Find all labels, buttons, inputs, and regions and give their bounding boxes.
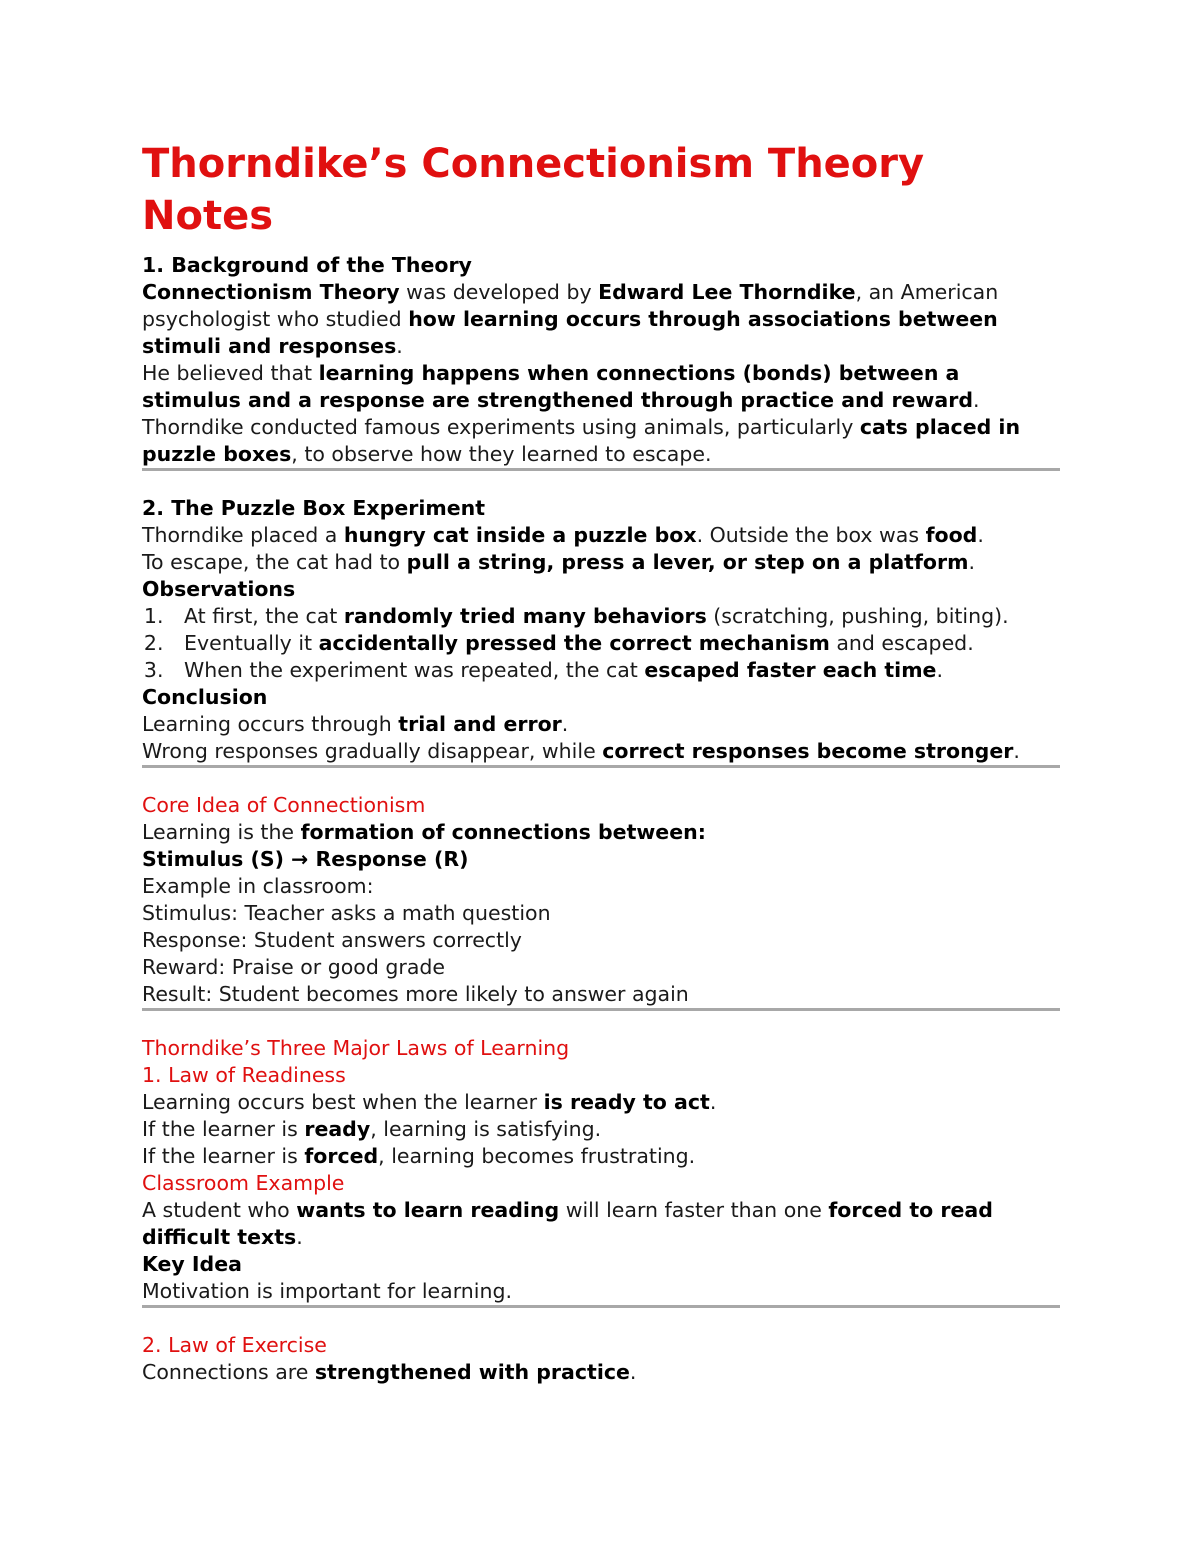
text-run: was developed by [399, 280, 599, 304]
document-title: Thorndike’s Connectionism Theory Notes [142, 141, 925, 239]
text-run: When the experiment was repeated, the cat [184, 658, 645, 682]
subheading-law-of-readiness: 1. Law of Readiness [142, 1063, 346, 1087]
paragraph [142, 1116, 1060, 1143]
observations-list [142, 603, 1060, 684]
bold-text: wants to learn reading [296, 1198, 560, 1222]
section-heading-puzzle-box: 2. The Puzzle Box Experiment [142, 496, 486, 520]
example-stimulus: Stimulus: Teacher asks a math question [142, 901, 551, 925]
text-run: , an American psychologist who studied [142, 280, 999, 331]
bold-text: cats placed in puzzle boxes [142, 415, 1021, 466]
paragraph [142, 522, 1060, 549]
text-run: . [296, 1225, 303, 1249]
paragraph [142, 1359, 1060, 1386]
key-idea-text: Motivation is important for learning. [142, 1279, 512, 1303]
bold-text: hungry cat inside a puzzle box [343, 523, 697, 547]
text-run: . [709, 1090, 717, 1114]
subheading-classroom-example: Classroom Example [142, 1171, 345, 1195]
bold-text: pull a string, press a lever, or step on a platform [406, 550, 969, 574]
text-run: , learning is satisfying. [370, 1117, 602, 1141]
bold-text: forced [304, 1144, 379, 1168]
example-reward: Reward: Praise or good grade [142, 955, 446, 979]
text-run: Wrong responses gradually disappear, while [142, 739, 603, 763]
text-run: , learning becomes frustrating. [378, 1144, 696, 1168]
stimulus-response-line: Stimulus (S) → Response (R) [142, 847, 469, 871]
text-run: . [968, 550, 975, 574]
example-result: Result: Student becomes more likely to answer again [142, 982, 689, 1006]
text-run: . Outside the box was [696, 523, 926, 547]
paragraph [142, 1143, 1060, 1170]
text-run: Learning occurs through [142, 712, 399, 736]
text-run: . [973, 388, 980, 412]
text-run: . [629, 1360, 637, 1384]
text-run: Connections are [142, 1360, 315, 1384]
text-run: . [977, 523, 984, 547]
text-run: To escape, the cat had to [142, 550, 407, 574]
bold-text: food [925, 523, 978, 547]
paragraph [142, 279, 1060, 360]
section-divider [142, 765, 1060, 768]
subheading-observations: Observations [142, 577, 296, 601]
paragraph [142, 1197, 1060, 1251]
text-run: If the learner is [142, 1117, 305, 1141]
section-heading-three-laws: Thorndike’s Three Major Laws of Learning [142, 1036, 570, 1060]
text-run: . [1013, 739, 1020, 763]
section-background [142, 252, 1060, 468]
bold-text: randomly tried many behaviors [343, 604, 707, 628]
example-response: Response: Student answers correctly [142, 928, 522, 952]
text-run: . [936, 658, 943, 682]
text-run: Thorndike placed a [142, 523, 344, 547]
paragraph [142, 711, 1060, 738]
bold-text: formation of connections between: [300, 820, 706, 844]
example-label: Example in classroom: [142, 874, 374, 898]
paragraph [142, 414, 1060, 468]
subheading-conclusion: Conclusion [142, 685, 268, 709]
section-law-of-exercise [142, 1332, 1060, 1386]
subheading-law-of-exercise: 2. Law of Exercise [142, 1333, 327, 1357]
text-run: Thorndike conducted famous experiments using animals, particularly [142, 415, 860, 439]
section-divider [142, 1305, 1060, 1308]
section-core-idea [142, 792, 1060, 1008]
text-run: Learning occurs best when the learner [142, 1090, 544, 1114]
bold-text: correct responses become stronger [602, 739, 1014, 763]
document-page [142, 138, 1060, 1386]
list-item [170, 657, 1060, 684]
bold-text: escaped faster each time [644, 658, 937, 682]
text-run: Learning is the [142, 820, 301, 844]
text-run: He believed that [142, 361, 319, 385]
bold-text: ready [304, 1117, 371, 1141]
text-run: At first, the cat [184, 604, 344, 628]
list-item [170, 630, 1060, 657]
bold-text: Connectionism Theory [142, 280, 400, 304]
bold-text: strengthened with practice [314, 1360, 630, 1384]
text-run: If the learner is [142, 1144, 305, 1168]
section-divider [142, 1008, 1060, 1011]
text-run: , to observe how they learned to escape. [291, 442, 712, 466]
paragraph [142, 738, 1060, 765]
section-heading-core-idea: Core Idea of Connectionism [142, 793, 426, 817]
text-run: (scratching, pushing, biting). [706, 604, 1009, 628]
bold-text: learning happens when connections (bonds) between a stimulus and a response are strengthened through practice and reward [142, 361, 974, 412]
paragraph [142, 549, 1060, 576]
text-run: and escaped. [829, 631, 974, 655]
paragraph [142, 360, 1060, 414]
text-run: A student who [142, 1198, 297, 1222]
bold-text: trial and error [398, 712, 562, 736]
section-divider [142, 468, 1060, 471]
subheading-key-idea: Key Idea [142, 1252, 242, 1276]
text-run: . [561, 712, 569, 736]
section-heading-background: 1. Background of the Theory [142, 253, 472, 277]
section-puzzle-box [142, 495, 1060, 765]
text-run: . [396, 334, 403, 358]
paragraph [142, 1089, 1060, 1116]
bold-text: accidentally pressed the correct mechanism [318, 631, 830, 655]
bold-text: Edward Lee Thorndike [598, 280, 856, 304]
bold-text: is ready to act [543, 1090, 710, 1114]
text-run: will learn faster than one [559, 1198, 829, 1222]
paragraph [142, 819, 1060, 846]
bold-text: forced to read difficult texts [142, 1198, 993, 1249]
text-run: Eventually it [184, 631, 319, 655]
bold-text: how learning occurs through associations between stimuli and responses [142, 307, 998, 358]
list-item [170, 603, 1060, 630]
section-three-laws [142, 1035, 1060, 1305]
